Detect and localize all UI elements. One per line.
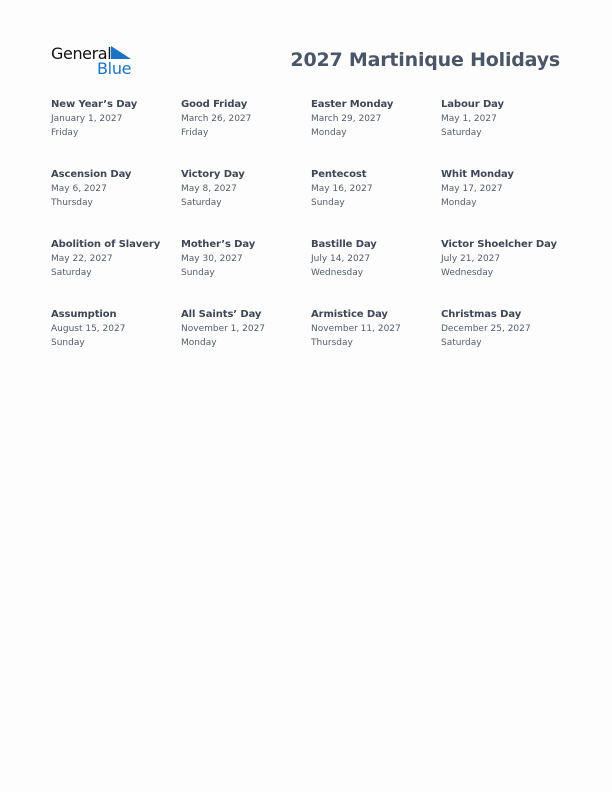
- holiday-item: [181, 168, 306, 224]
- holiday-date: January 1, 2027: [51, 114, 123, 124]
- holiday-name: Armistice Day: [311, 309, 388, 320]
- holiday-date: November 1, 2027: [181, 324, 266, 334]
- holiday-item: [181, 308, 306, 364]
- holiday-date: May 16, 2027: [311, 184, 373, 194]
- holiday-date: July 21, 2027: [441, 254, 501, 264]
- holiday-item: [441, 238, 566, 294]
- generalblue-logo: [51, 42, 141, 82]
- holiday-date: December 25, 2027: [441, 324, 531, 334]
- holiday-date: May 22, 2027: [51, 254, 113, 264]
- holiday-date: March 26, 2027: [181, 114, 252, 124]
- holiday-name: Pentecost: [311, 169, 367, 180]
- holiday-date: May 1, 2027: [441, 114, 497, 124]
- holiday-item: [441, 168, 566, 224]
- holiday-weekday: Sunday: [51, 338, 85, 348]
- holiday-date: July 14, 2027: [311, 254, 371, 264]
- holiday-item: [51, 168, 176, 224]
- holiday-name: Easter Monday: [311, 99, 394, 110]
- holiday-date: August 15, 2027: [51, 324, 126, 334]
- holiday-item: [51, 238, 176, 294]
- holiday-weekday: Sunday: [181, 268, 215, 278]
- holiday-item: [311, 168, 436, 224]
- holiday-weekday: Monday: [181, 338, 217, 348]
- holiday-date: March 29, 2027: [311, 114, 382, 124]
- holiday-name: All Saints’ Day: [181, 309, 262, 320]
- holiday-name: Bastille Day: [311, 239, 377, 250]
- holiday-item: [441, 98, 566, 154]
- holiday-weekday: Wednesday: [441, 268, 494, 278]
- holiday-weekday: Friday: [181, 128, 209, 138]
- logo-text-general: General: [51, 44, 112, 63]
- holiday-weekday: Saturday: [441, 338, 482, 348]
- holiday-weekday: Wednesday: [311, 268, 364, 278]
- holiday-date: May 30, 2027: [181, 254, 243, 264]
- holiday-weekday: Saturday: [51, 268, 92, 278]
- holiday-name: Assumption: [51, 309, 117, 320]
- holiday-name: Whit Monday: [441, 169, 514, 180]
- holiday-weekday: Monday: [311, 128, 347, 138]
- holiday-name: Labour Day: [441, 99, 504, 110]
- holiday-weekday: Saturday: [181, 198, 222, 208]
- holiday-name: Abolition of Slavery: [51, 239, 161, 250]
- holiday-name: New Year’s Day: [51, 99, 138, 110]
- holiday-name: Good Friday: [181, 99, 248, 110]
- holiday-name: Mother’s Day: [181, 239, 256, 250]
- holiday-name: Victor Shoelcher Day: [441, 239, 557, 250]
- page-title: 2027 Martinique Holidays: [290, 49, 560, 71]
- holiday-weekday: Sunday: [311, 198, 345, 208]
- holiday-item: [181, 98, 306, 154]
- holiday-weekday: Thursday: [311, 338, 353, 348]
- holiday-name: Ascension Day: [51, 169, 132, 180]
- holiday-weekday: Monday: [441, 198, 477, 208]
- holiday-date: May 8, 2027: [181, 184, 237, 194]
- holiday-item: [441, 308, 566, 364]
- holiday-weekday: Friday: [51, 128, 79, 138]
- holiday-name: Victory Day: [181, 169, 245, 180]
- holiday-item: [51, 98, 176, 154]
- holiday-item: [311, 238, 436, 294]
- holiday-item: [311, 308, 436, 364]
- logo-text-blue: Blue: [97, 59, 132, 78]
- holiday-name: Christmas Day: [441, 309, 522, 320]
- holiday-weekday: Saturday: [441, 128, 482, 138]
- holiday-item: [311, 98, 436, 154]
- holiday-date: November 11, 2027: [311, 324, 401, 334]
- holiday-weekday: Thursday: [51, 198, 93, 208]
- holiday-date: May 6, 2027: [51, 184, 107, 194]
- holiday-grid: [51, 98, 571, 398]
- logo-flag-icon: [111, 46, 131, 60]
- holiday-item: [181, 238, 306, 294]
- holiday-date: May 17, 2027: [441, 184, 503, 194]
- holiday-item: [51, 308, 176, 364]
